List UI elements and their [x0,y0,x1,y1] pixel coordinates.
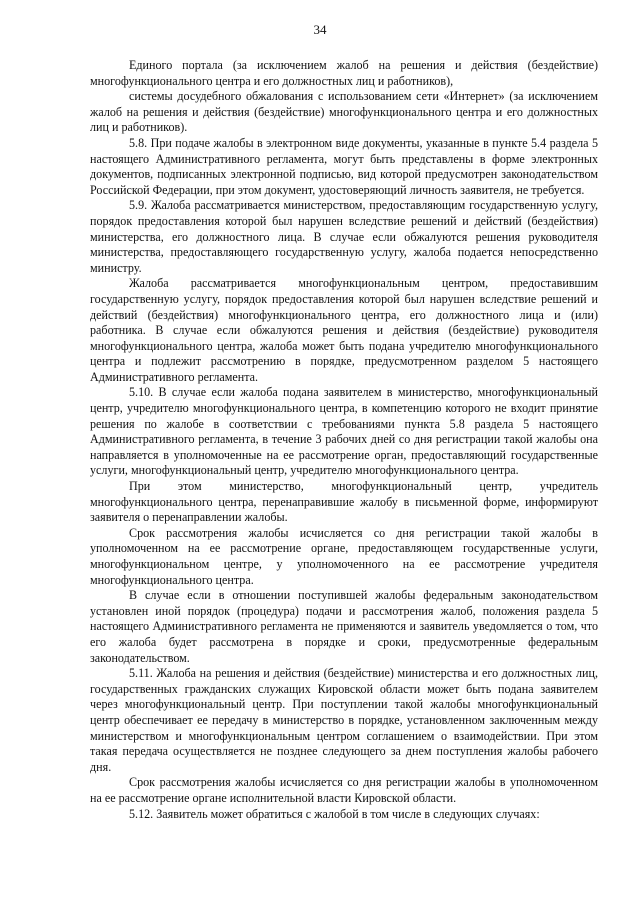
document-body [90,58,598,822]
paragraph-5-10: 5.10. В случае если жалоба подана заявителем в министерство, многофункциональный центр, учредителю многофункционального центра, в компетенцию которого не входит принятие решения по жалобе в соответствии с требованиями пункта 5.8 раздела 5 настоящего Административного регламента, в течение 3 рабочих дней со дня регистрации такой жалобы она направляется в уполномоченные на ее рассмотрение орган, предоставляющий государственные услуги, многофункциональный центр, учредителю многофункционального центра. [90,385,598,478]
paragraph-5-9: 5.9. Жалоба рассматривается министерством, предоставляющим государственную услугу, порядок предоставления которой был нарушен вследствие решений и действий (бездействия) министерства, его должностного лица. В случае если обжалуются решения руководителя министерства, предоставляющего государственную услугу, жалоба подается непосредственно министру. [90,198,598,275]
paragraph-5-8: 5.8. При подаче жалобы в электронном виде документы, указанные в пункте 5.4 раздела 5 настоящего Административного регламента, могут быть представлены в форме электронных документов, подписанных электронной подписью, вид которой предусмотрен законодательством Российской Федерации, при этом документ, удостоверяющий личность заявителя, не требуется. [90,135,598,197]
paragraph-appeal-system: системы досудебного обжалования с использованием сети «Интернет» (за исключением жалоб на решения и действия (бездействие) многофункционального центра и его должностных лиц и работников). [90,89,598,135]
paragraph-5-12: 5.12. Заявитель может обратиться с жалобой в том числе в следующих случаях: [129,806,540,821]
paragraph-review-term: Срок рассмотрения жалобы исчисляется со дня регистрации такой жалобы в уполномоченном на ее рассмотрение органе, предоставляющем государственные услуги, многофункциональном центре, у уполномоченного на ее рассмотрение учредителя многофункционального центра. [90,525,598,587]
paragraph-review-term-kirov: Срок рассмотрения жалобы исчисляется со дня регистрации жалобы в уполномоченном на ее рассмотрение органе исполнительной власти Кировской области. [90,775,598,805]
page-number: 34 [313,22,327,37]
paragraph-federal-procedure: В случае если в отношении поступившей жалобы федеральным законодательством установлен иной порядок (процедура) подачи и рассмотрения жалоб, положения раздела 5 настоящего Административного регламента не применяются и заявитель уведомляется о том, что его жалоба будет рассмотрена в порядке и сроки, предусмотренные федеральным законодательством. [90,588,598,665]
paragraph-continuation-portal: Единого портала (за исключением жалоб на решения и действия (бездействие) многофункционального центра и его должностных лиц и работников), [90,58,598,88]
paragraph-5-11: 5.11. Жалоба на решения и действия (бездействие) министерства и его должностных лиц, государственных гражданских служащих Кировской области может быть подана заявителем через многофункциональный центр. При поступлении такой жалобы многофункциональный центр обеспечивает ее передачу в министерство в порядке, установленном заключенным между министерством и многофункциональным центром соглашением о взаимодействии. При этом такая передача осуществляется не позднее следующего за днем поступления жалобы рабочего дня. [90,666,598,774]
paragraph-redirect-notice: При этом министерство, многофункциональный центр, учредитель многофункционального центра, перенаправившие жалобу в письменной форме, информируют заявителя о перенаправлении жалобы. [90,479,598,525]
paragraph-mfc-review: Жалоба рассматривается многофункциональным центром, предоставившим государственную услугу, порядок предоставления которой был нарушен вследствие решений и действий (бездействия) многофункционального центра, его должностного лица и (или) работника. В случае если обжалуются решения и действия (бездействие) руководителя многофункционального центра, жалоба может быть подана учредителю многофункционального центра и подлежит рассмотрению в порядке, предусмотренном разделом 5 настоящего Административного регламента. [90,276,598,384]
